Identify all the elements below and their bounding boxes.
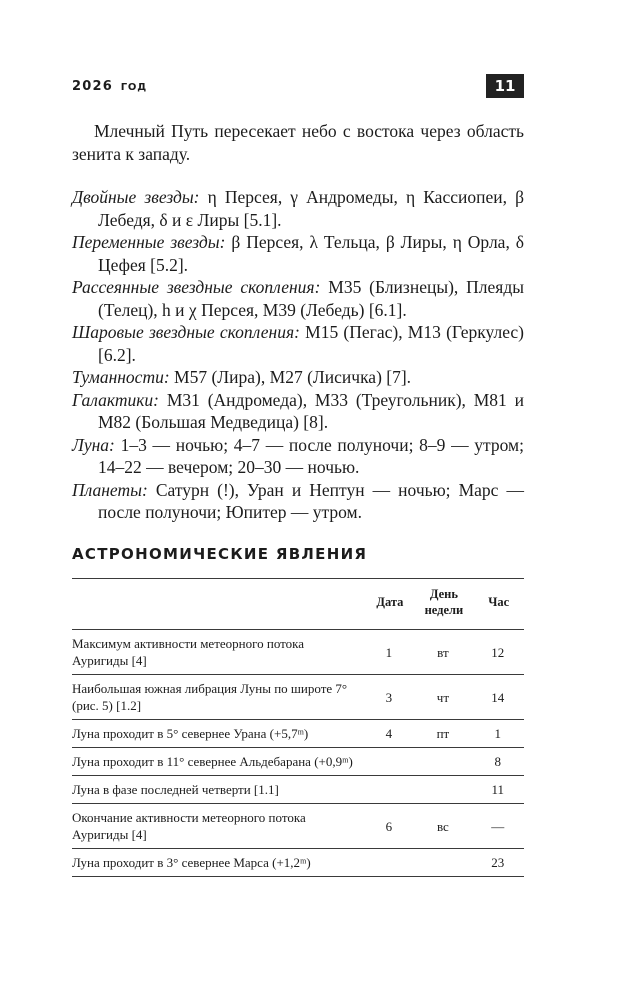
date-cell: 6: [365, 804, 414, 849]
column-header-event: [72, 579, 365, 630]
entry-open-clusters: [72, 276, 524, 321]
hour-cell: 14: [473, 675, 524, 720]
entry-galaxies: [72, 389, 524, 434]
entry-label: Галактики:: [72, 389, 159, 410]
object-list: [72, 186, 524, 524]
entry-text: М35 (Близнецы), Плеяды (Телец), h и χ Персея, М39 (Лебедь) [6.1].: [98, 277, 524, 320]
entry-text: М15 (Пегас), М13 (Геркулес) [6.2].: [98, 322, 524, 365]
entry-double-stars: [72, 186, 524, 231]
hour-cell: 8: [473, 748, 524, 776]
table-header-row: [72, 579, 524, 630]
running-head-suffix: ГОД: [120, 82, 147, 93]
date-cell: 1: [365, 630, 414, 675]
entry-label: Планеты:: [72, 479, 148, 500]
hour-cell: 1: [473, 720, 524, 748]
day-of-week-cell: вс: [414, 804, 473, 849]
entry-label: Шаровые звездные скопления:: [72, 322, 300, 342]
entry-variable-stars: [72, 231, 524, 276]
table-row: [72, 720, 524, 748]
event-cell: Наибольшая южная либрация Луны по широте 7° (рис. 5) [1.2]: [72, 675, 365, 720]
column-header-hour: Час: [473, 579, 524, 630]
event-cell: Луна проходит в 3° севернее Марса (+1,2ᵐ): [72, 849, 365, 877]
event-cell: Окончание активности метеорного потока Ауригиды [4]: [72, 804, 365, 849]
page-number: 11: [486, 74, 524, 98]
table-row: [72, 748, 524, 776]
entry-text: β Персея, λ Тельца, β Лиры, η Орла, δ Цефея [5.2].: [98, 232, 524, 275]
day-of-week-cell: пт: [414, 720, 473, 748]
entry-text: М57 (Лира), М27 (Лисичка) [7].: [169, 367, 412, 387]
day-of-week-cell: [414, 776, 473, 804]
day-of-week-cell: [414, 849, 473, 877]
date-cell: 3: [365, 675, 414, 720]
date-cell: [365, 776, 414, 804]
date-cell: [365, 849, 414, 877]
entry-label: Луна:: [72, 434, 115, 455]
entry-label: Переменные звезды:: [72, 232, 226, 252]
hour-cell: 12: [473, 630, 524, 675]
entry-text: 1–3 — ночью; 4–7 — после полуночи; 8–9 — утром; 14–22 — вечером; 20–30 — ночью.: [98, 434, 524, 477]
entry-planets: [72, 479, 524, 524]
entry-label: Туманности:: [72, 367, 170, 387]
entry-text: М31 (Андромеда), М33 (Треугольник), М81 и М82 (Большая Медведица) [8].: [98, 389, 524, 432]
entry-label: Двойные звезды:: [72, 187, 200, 207]
entry-text: η Персея, γ Андромеды, η Кассиопеи, β Лебедя, δ и ε Лиры [5.1].: [98, 187, 524, 230]
date-cell: 4: [365, 720, 414, 748]
hour-cell: 11: [473, 776, 524, 804]
day-of-week-cell: вт: [414, 630, 473, 675]
entry-moon: [72, 434, 524, 479]
table-row: [72, 849, 524, 877]
event-cell: Максимум активности метеорного потока Ауригиды [4]: [72, 630, 365, 675]
entry-text: Сатурн (!), Уран и Нептун — ночью; Марс — после полуночи; Юпитер — утром.: [98, 479, 524, 522]
hour-cell: —: [473, 804, 524, 849]
table-row: [72, 804, 524, 849]
entry-label: Рассеянные звездные скопления:: [72, 277, 321, 297]
table-row: [72, 630, 524, 675]
entry-globular-clusters: [72, 321, 524, 366]
page-header: [72, 74, 524, 98]
section-title: АСТРОНОМИЧЕСКИЕ ЯВЛЕНИЯ: [72, 545, 368, 563]
column-header-date: Дата: [365, 579, 414, 630]
date-cell: [365, 748, 414, 776]
hour-cell: 23: [473, 849, 524, 877]
day-of-week-cell: [414, 748, 473, 776]
column-header-dow-line1: День: [429, 587, 458, 601]
event-cell: Луна проходит в 11° севернее Альдебарана (+0,9ᵐ): [72, 748, 365, 776]
event-cell: Луна проходит в 5° севернее Урана (+5,7ᵐ): [72, 720, 365, 748]
intro-paragraph: Млечный Путь пересекает небо с востока через область зенита к западу.: [72, 121, 524, 164]
column-header-day-of-week: [414, 579, 473, 630]
day-of-week-cell: чт: [414, 675, 473, 720]
running-head: [72, 79, 147, 94]
entry-nebulae: [72, 366, 524, 389]
running-head-year: 2026: [72, 79, 113, 94]
event-cell: Луна в фазе последней четверти [1.1]: [72, 776, 365, 804]
column-header-dow-line2: недели: [424, 603, 464, 617]
table-row: [72, 776, 524, 804]
events-table: [72, 578, 524, 877]
table-row: [72, 675, 524, 720]
